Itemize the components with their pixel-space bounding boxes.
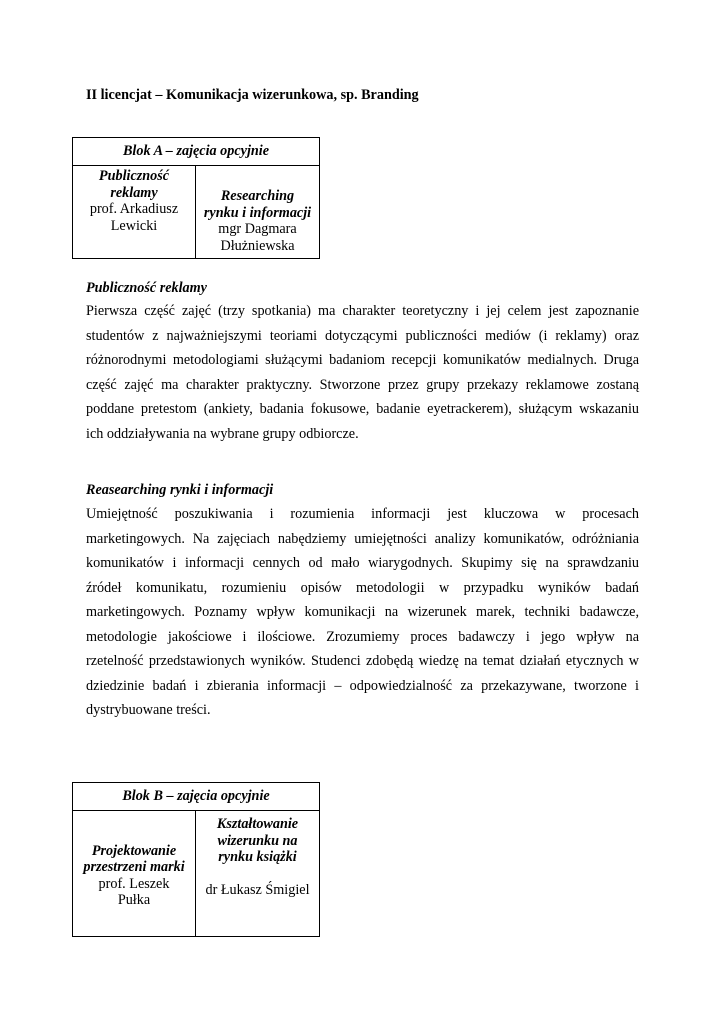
block-b-header: Blok B – zajęcia opcyjnie	[73, 783, 320, 811]
course-name-line: przestrzeni marki	[83, 859, 185, 875]
block-a-course-2	[196, 166, 320, 259]
paragraph-line: dystrybuowane treści.	[86, 702, 211, 718]
paragraph-line: źródeł komunikatu, rozumieniu opisów metodologii w przypadku wyników badań	[86, 579, 639, 596]
paragraph-line: marketingowych. Na zajęciach nabędziemy umiejętności analizy komunikatów, odróżniania	[86, 530, 639, 547]
paragraph-line: poddane pretestom (ankiety, badania fokusowe, badanie eyetrackerem), służącym wskazaniu	[86, 401, 639, 417]
block-a-table	[72, 137, 320, 259]
teacher-line: dr Łukasz Śmigiel	[205, 881, 310, 898]
teacher-line: prof. Arkadiusz	[89, 201, 179, 217]
paragraph-line: ich oddziaływania na wybrane grupy odbiorcze.	[86, 425, 359, 442]
paragraph-line: marketingowych. Poznamy wpływ komunikacji na wizerunek marek, techniki badawcze,	[86, 604, 639, 620]
section-heading-researching: Reasearching rynki i informacji	[86, 482, 274, 498]
section-heading-publicznosc: Publiczność reklamy	[86, 280, 207, 296]
teacher-line: Lewicki	[110, 217, 158, 234]
block-a-course-1	[73, 166, 196, 259]
teacher-line: Dłużniewska	[220, 237, 295, 254]
paragraph-line: Pierwsza część zajęć (trzy spotkania) ma charakter teoretyczny i jej celem jest zapoznanie	[86, 303, 639, 319]
course-name-line: rynku książki	[218, 849, 297, 865]
section-paragraph-publicznosc	[86, 299, 639, 446]
teacher-line: mgr Dagmara	[218, 221, 297, 237]
paragraph-line: różnorodnymi metodologiami służącymi badaniom recepcji komunikatów medialnych. Druga	[86, 352, 639, 368]
document-title: II licencjat – Komunikacja wizerunkowa, sp. Branding	[86, 87, 419, 103]
paragraph-line: część zajęć ma charakter praktyczny. Stworzone przez grupy przekazy reklamowe zostaną	[86, 376, 639, 393]
course-name-line: Publiczność	[98, 168, 170, 184]
paragraph-line: dziedzinie badań i zbierania informacji – odpowiedzialność za przekazywane, tworzone i	[86, 677, 639, 694]
course-name-line: reklamy	[110, 184, 158, 201]
course-name-line: wizerunku na	[217, 832, 298, 849]
course-name-line: Projektowanie	[91, 842, 177, 859]
teacher-line: Pułka	[117, 892, 151, 908]
block-b-course-1	[73, 811, 196, 937]
paragraph-line: studentów z najważniejszymi teoriami dotyczącymi publiczności mediów (i reklamy) oraz	[86, 327, 639, 344]
paragraph-line: komunikatów i informacji cennych od mało wiarygodnych. Skupimy się na sprawdzaniu	[86, 555, 639, 571]
course-name-line: Researching	[220, 188, 295, 204]
paragraph-line: Umiejętność poszukiwania i rozumienia informacji jest kluczowa w procesach	[86, 506, 639, 522]
paragraph-line: metodologie jakościowe i ilościowe. Zrozumiemy proces badawczy i jego wpływ na	[86, 628, 639, 645]
paragraph-line: rzetelność przedstawionych wyników. Studenci zdobędą wiedzę na temat działań etycznych w	[86, 653, 639, 669]
teacher-line: prof. Leszek	[98, 875, 170, 892]
block-a-header: Blok A – zajęcia opcyjnie	[73, 138, 320, 166]
course-name-line: rynku i informacji	[203, 204, 312, 221]
block-b-table	[72, 782, 320, 937]
section-paragraph-researching	[86, 502, 639, 723]
course-name-line: Kształtowanie	[216, 816, 299, 832]
block-b-course-2	[196, 811, 320, 937]
